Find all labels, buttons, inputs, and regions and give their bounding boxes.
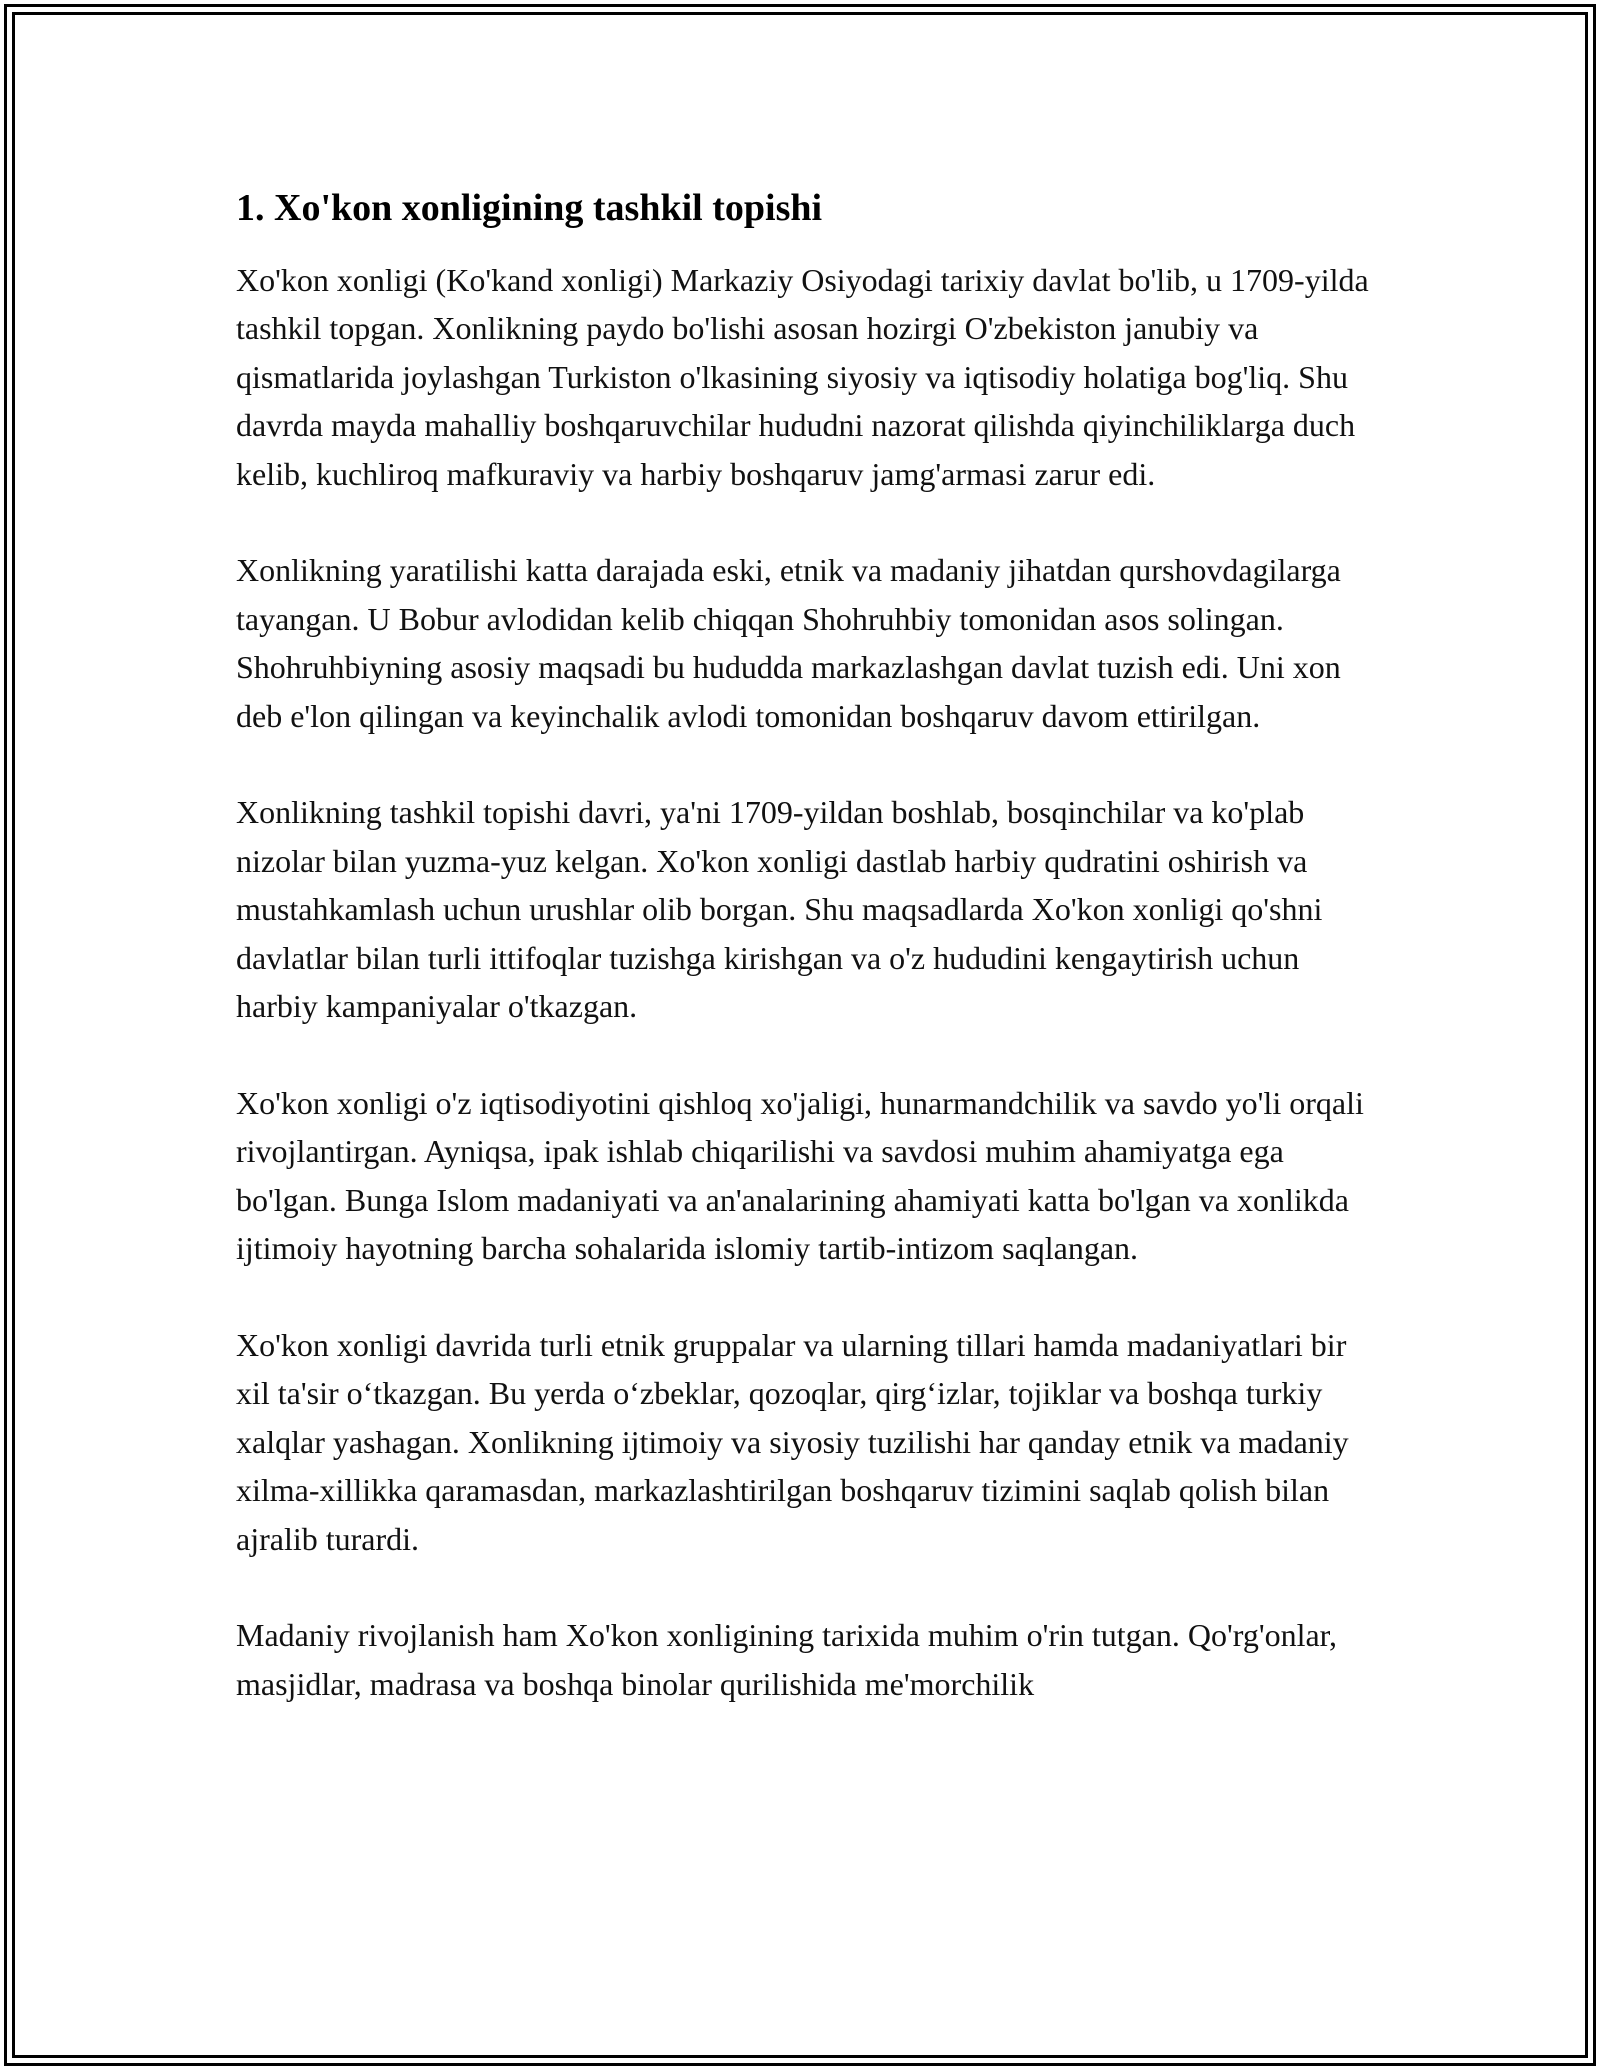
paragraph-4: Xo'kon xonligi o'z iqtisodiyotini qishloq xo'jaligi, hunarmandchilik va savdo yo'li orqali rivojlantirgan. Ayniqsa, ipak ishlab chiqarilishi va savdosi muhim ahamiyatga ega bo'lgan. Bunga Islom madaniyati va an'analarining ahamiyati katta bo'lgan va xonlikda ijtimoiy hayotning barcha sohalarida islomiy tartib-intizom saqlangan.: [236, 1084, 1364, 1267]
paragraph-5: Xo'kon xonligi davrida turli etnik gruppalar va ularning tillari hamda madaniyatlari bir xil ta'sir o‘tkazgan. Bu yerda o‘zbeklar, qozoqlar, qirg‘izlar, tojiklar va boshqa turkiy xalqlar yashagan. Xonlikning ijtimoiy va siyosiy tuzilishi har qanday etnik va madaniy xilma-xillikka qaramasdan, markazlashtirilgan boshqaruv tizimini saqlab qolish bilan ajralib turardi.: [236, 1326, 1349, 1557]
paragraph-2: Xonlikning yaratilishi katta darajada eski, etnik va madaniy jihatdan qurshovdagilarga tayangan. U Bobur avlodidan kelib chiqqan Shohruhbiy tomonidan asos solingan. Shohruhbiyning asosiy maqsadi bu hududda markazlashgan davlat tuzish edi. Uni xon deb e'lon qilingan va keyinchalik avlodi tomonidan boshqaruv davom ettirilgan.: [236, 552, 1341, 734]
paragraph-1: Xo'kon xonligi (Ko'kand xonligi) Markaziy Osiyodagi tarixiy davlat bo'lib, u 1709-yilda tashkil topgan. Xonlikning paydo bo'lishi asosan hozirgi O'zbekiston janubiy va qismatlarida joylashgan Turkiston o'lkasining siyosiy va iqtisodiy holatiga bog'liq. Shu davrda mayda mahalliy boshqaruvchilar hududni nazorat qilishda qiyinchiliklarga duch kelib, kuchliroq mafkuraviy va harbiy boshqaruv jamg'armasi zarur edi.: [236, 262, 1369, 492]
paragraph-6: Madaniy rivojlanish ham Xo'kon xonligining tarixida muhim o'rin tutgan. Qo'rg'onlar, masjidlar, madrasa va boshqa binolar qurilishida me'morchilik: [236, 1617, 1338, 1702]
document-body: [236, 184, 1376, 1757]
paragraph-3: Xonlikning tashkil topishi davri, ya'ni 1709-yildan boshlab, bosqinchilar va ko'plab nizolar bilan yuzma-yuz kelgan. Xo'kon xonligi dastlab harbiy qudratini oshirish va mustahkamlash uchun urushlar olib borgan. Shu maqsadlarda Xo'kon xonligi qo'shni davlatlar bilan turli ittifoqlar tuzishga kirishgan va o'z hududini kengaytirish uchun harbiy kampaniyalar o'tkazgan.: [236, 794, 1323, 1025]
section-heading: 1. Xo'kon xonligining tashkil topishi: [236, 187, 823, 229]
